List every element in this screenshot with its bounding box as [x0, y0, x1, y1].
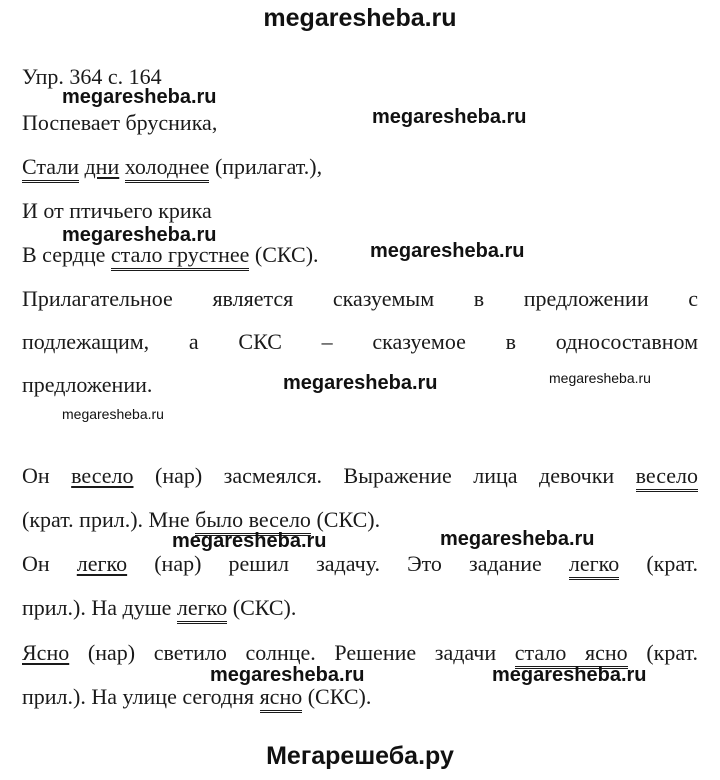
predicate-word: ясно: [260, 684, 303, 713]
text: (нар) засмеялся. Выражение лица девочки: [133, 463, 636, 488]
example-line-4: [22, 595, 296, 621]
poem-line-3: И от птичьего крика: [22, 198, 212, 223]
predicate-word: холоднее: [125, 154, 210, 183]
space: [119, 154, 125, 179]
text: В сердце: [22, 242, 111, 267]
adverb-word: весело: [71, 463, 134, 488]
annotation: (СКС).: [249, 242, 319, 267]
example-line-6: [22, 684, 371, 710]
text: (нар) решил задачу. Это задание: [127, 551, 569, 576]
text: (крат. прил.). Мне: [22, 507, 196, 532]
example-line-5: [22, 640, 698, 666]
predicate-word: Стали: [22, 154, 79, 183]
text: (СКС).: [302, 684, 372, 709]
poem-line-1: Поспевает брусника,: [22, 110, 218, 135]
adverb-word: Ясно: [22, 640, 70, 665]
predicate-word: весело: [636, 463, 698, 492]
explanation-line-3: предложении.: [22, 372, 153, 397]
predicate-word: легко: [177, 595, 227, 624]
text: (крат.: [627, 640, 698, 665]
watermark: megaresheba.ru: [372, 106, 527, 128]
predicate-phrase: стало грустнее: [111, 242, 250, 271]
explanation-line-2: подлежащим, а СКС – сказуемое в односоставном: [22, 329, 698, 354]
text: (СКС).: [310, 507, 381, 532]
exercise-header: Упр. 364 с. 164: [22, 64, 162, 89]
watermark: megaresheba.ru: [210, 664, 365, 686]
adverb-word: легко: [76, 551, 128, 576]
example-line-1: [22, 463, 698, 489]
watermark: megaresheba.ru: [172, 530, 327, 552]
text: (СКС).: [227, 595, 297, 620]
text: Он: [22, 551, 77, 576]
subject-word: дни: [84, 154, 120, 179]
text: прил.). На улице сегодня: [22, 684, 260, 709]
annotation: (прилагат.),: [209, 154, 323, 179]
watermark: megaresheba.ru: [440, 528, 595, 550]
predicate-phrase: было весело: [195, 507, 311, 536]
explanation-line-1: Прилагательное является сказуемым в предложении с: [22, 286, 698, 311]
watermark: megaresheba.ru: [370, 240, 525, 262]
watermark: megaresheba.ru: [62, 224, 217, 246]
poem-line-2: [22, 154, 322, 180]
predicate-word: легко: [569, 551, 619, 580]
watermark: megaresheba.ru: [549, 370, 651, 386]
text: прил.). На душе: [22, 595, 177, 620]
text: (нар) светило солнце. Решение задачи: [69, 640, 515, 665]
watermark-bottom: Мегарешеба.ру: [266, 742, 454, 770]
text: Он: [22, 463, 72, 488]
watermark: megaresheba.ru: [62, 406, 164, 422]
watermark: megaresheba.ru: [492, 664, 647, 686]
text: (крат.: [619, 551, 698, 576]
predicate-phrase: стало ясно: [515, 640, 628, 669]
example-line-3: [22, 551, 698, 577]
watermark: megaresheba.ru: [62, 86, 217, 108]
watermark: megaresheba.ru: [283, 372, 438, 394]
poem-line-4: [22, 242, 319, 268]
watermark-top: megaresheba.ru: [263, 4, 457, 32]
